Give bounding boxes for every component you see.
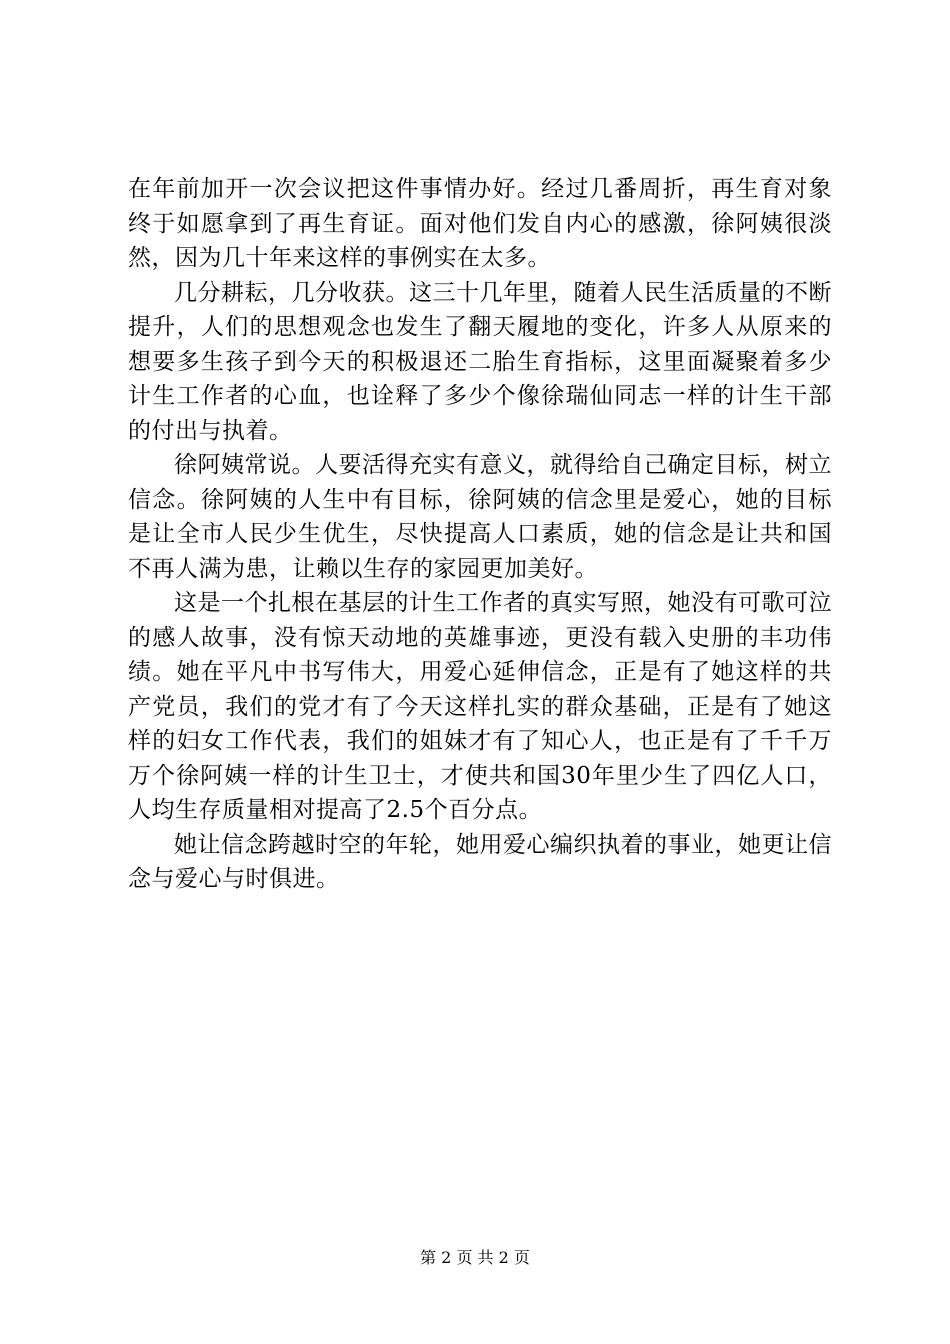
document-body [128,172,832,897]
paragraph-5: 她让信念跨越时空的年轮，她用爱心编织执着的事业，她更让信念与爱心与时俱进。 [128,831,832,892]
page-footer: 第 2 页 共 2 页 [420,1248,530,1267]
paragraph-3: 徐阿姨常说。人要活得充实有意义，就得给自己确定目标，树立信念。徐阿姨的人生中有目标，徐阿姨的信念里是爱心，她的目标是让全市人民少生优生，尽快提高人口素质，她的信念是让共和国不再人满为患，让赖以生存的家园更加美好。 [128,452,832,582]
paragraph-4: 这是一个扎根在基层的计生工作者的真实写照，她没有可歌可泣的感人故事，没有惊天动地的英雄事迹，更没有载入史册的丰功伟绩。她在平凡中书写伟大，用爱心延伸信念，正是有了她这样的共产党员，我们的党才有了今天这样扎实的群众基础，正是有了她这样的妇女工作代表，我们的姐妹才有了知心人，也正是有了千千万万个徐阿姨一样的计生卫士，才使共和国30年里少生了四亿人口，人均生存质量相对提高了2.5个百分点。 [128,590,832,823]
paragraph-2: 几分耕耘，几分收获。这三十几年里，随着人民生活质量的不断提升，人们的思想观念也发生了翻天履地的变化，许多人从原来的想要多生孩子到今天的积极退还二胎生育指标，这里面凝聚着多少计生工作者的心血，也诠释了多少个像徐瑞仙同志一样的计生干部的付出与执着。 [128,279,832,444]
paragraph-1: 在年前加开一次会议把这件事情办好。经过几番周折，再生育对象终于如愿拿到了再生育证。面对他们发自内心的感激，徐阿姨很淡然，因为几十年来这样的事例实在太多。 [128,176,832,271]
